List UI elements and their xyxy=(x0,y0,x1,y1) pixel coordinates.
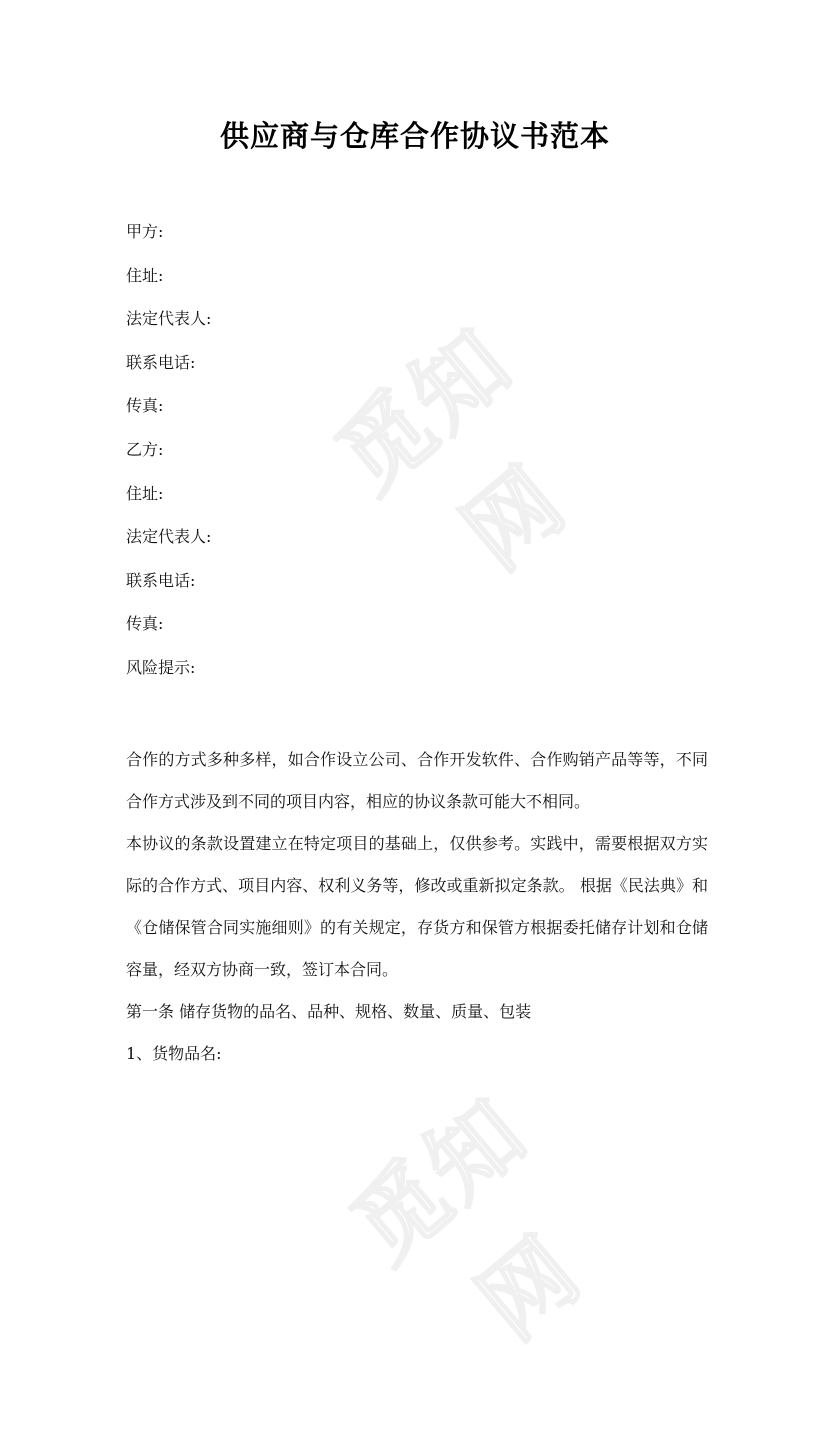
paragraph-cooperation-methods: 合作的方式多种多样，如合作设立公司、合作开发软件、合作购销产品等等，不同合作方式涉及到不同的项目内容，相应的协议条款可能大不相同。 xyxy=(126,750,708,811)
article-heading: 第一条 储存货物的品名、品种、规格、数量、质量、包装 xyxy=(126,1002,532,1021)
watermark-bottom: 觅知网 xyxy=(331,1076,602,1360)
field-party-b: 乙方: xyxy=(126,439,164,459)
field-party-b-address: 住址: xyxy=(126,483,164,503)
item-goods-name: 1、货物品名: xyxy=(126,1044,222,1063)
document-body xyxy=(126,739,708,1075)
field-risk-warning: 风险提示: xyxy=(126,657,196,677)
field-party-a-phone: 联系电话: xyxy=(126,352,196,372)
field-party-a-legal-rep: 法定代表人: xyxy=(126,309,212,329)
field-party-b-fax: 传真: xyxy=(126,614,164,634)
party-fields xyxy=(126,220,211,700)
watermark: 觅知网 xyxy=(316,306,587,590)
paragraph-agreement-basis: 本协议的条款设置建立在特定项目的基础上，仅供参考。实践中，需要根据双方实际的合作方式、项目内容、权利义务等，修改或重新拟定条款。 根据《民法典》和《仓储保管合同实施细则》的有关规定，存货方和保管方根据委托储存计划和仓储容量，经双方协商一致，签订本合同。 xyxy=(126,834,708,979)
document-title: 供应商与仓库合作协议书范本 xyxy=(219,119,610,153)
field-party-a-address: 住址: xyxy=(126,265,164,285)
field-party-a-fax: 传真: xyxy=(126,396,164,416)
field-party-a: 甲方: xyxy=(126,222,164,241)
field-party-b-legal-rep: 法定代表人: xyxy=(126,527,212,547)
field-party-b-phone: 联系电话: xyxy=(126,570,196,590)
